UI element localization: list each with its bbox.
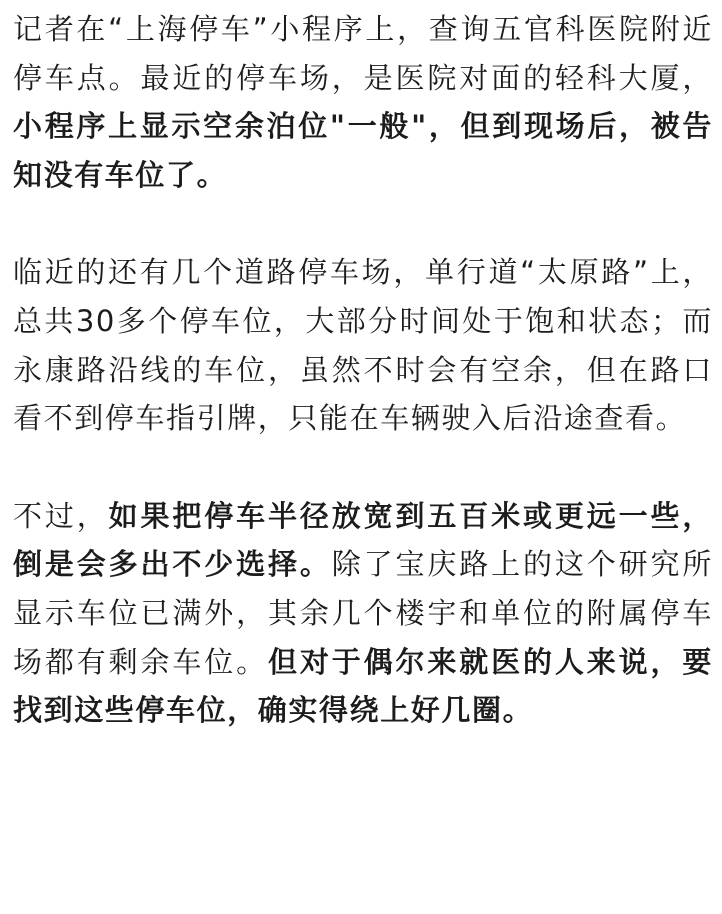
paragraph-2 [13,248,713,442]
paragraph-3 [13,492,713,735]
paragraph-1-bold-text: 小程序上显示空余泊位"一般"，但到现场后，被告知没有车位了。 [13,109,713,192]
paragraph-3-bold-text-a: 如果把停车半径放宽到五百米或更远一些，倒是会多出不少选择。 [13,498,713,582]
paragraph-3-text-b: 除了宝庆路上的这个研究所显示车位已满外，其余几个楼宇和单位的附属停车场都有剩余车位。 [13,547,713,679]
paragraph-2-text: 临近的还有几个道路停车场，单行道“太原路”上，总共30多个停车位，大部分时间处于饱和状态；而永康路沿线的车位，虽然不时会有空余，但在路口看不到停车指引牌，只能在车辆驶入后沿途查看。 [13,255,713,436]
paragraph-1-text: 记者在“上海停车”小程序上，查询五官科医院附近停车点。最近的停车场，是医院对面的轻科大厦， [13,12,713,95]
paragraph-3-bold-text-b: 但对于偶尔来就医的人来说，要找到这些停车位，确实得绕上好几圈。 [13,644,713,728]
paragraph-3-text-a: 不过， [13,498,109,533]
article-body [13,0,713,735]
paragraph-1 [13,5,713,199]
